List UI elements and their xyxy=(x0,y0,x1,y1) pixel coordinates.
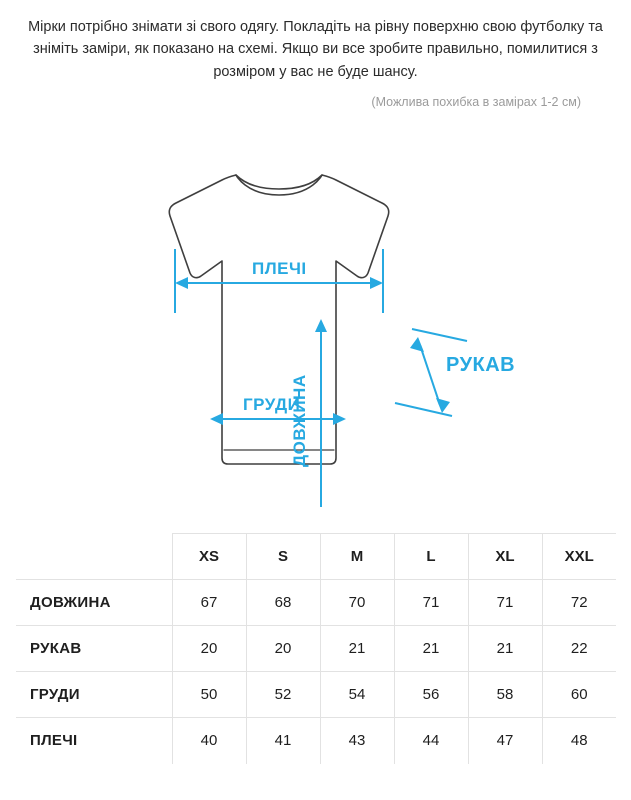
cell-shoulders-xxl: 48 xyxy=(542,718,616,764)
cell-sleeve-l: 21 xyxy=(394,626,468,672)
cell-length-l: 71 xyxy=(394,580,468,626)
size-table-body xyxy=(16,580,616,764)
cell-sleeve-xl: 21 xyxy=(468,626,542,672)
cell-length-xl: 71 xyxy=(468,580,542,626)
table-row xyxy=(16,580,616,626)
table-col-xxl: XXL xyxy=(542,534,616,580)
row-label-chest: ГРУДИ xyxy=(16,672,172,718)
table-header-row xyxy=(16,534,616,580)
table-col-xs: XS xyxy=(172,534,246,580)
row-label-length: ДОВЖИНА xyxy=(16,580,172,626)
cell-length-s: 68 xyxy=(246,580,320,626)
intro-block xyxy=(0,0,631,113)
table-col-xl: XL xyxy=(468,534,542,580)
size-table xyxy=(16,533,616,764)
cell-length-m: 70 xyxy=(320,580,394,626)
cell-chest-s: 52 xyxy=(246,672,320,718)
table-corner-cell xyxy=(16,534,172,580)
cell-shoulders-s: 41 xyxy=(246,718,320,764)
sleeve-label: РУКАВ xyxy=(446,353,516,376)
cell-sleeve-xxl: 22 xyxy=(542,626,616,672)
cell-shoulders-xl: 47 xyxy=(468,718,542,764)
chest-label: ГРУДИ xyxy=(243,394,301,414)
table-row xyxy=(16,626,616,672)
table-col-s: S xyxy=(246,534,320,580)
cell-chest-xs: 50 xyxy=(172,672,246,718)
diagram-svg xyxy=(0,117,631,507)
cell-sleeve-m: 21 xyxy=(320,626,394,672)
cell-shoulders-xs: 40 xyxy=(172,718,246,764)
table-row xyxy=(16,718,616,764)
cell-sleeve-xs: 20 xyxy=(172,626,246,672)
cell-shoulders-m: 43 xyxy=(320,718,394,764)
size-table-wrap xyxy=(16,533,616,764)
cell-chest-l: 56 xyxy=(394,672,468,718)
cell-chest-m: 54 xyxy=(320,672,394,718)
measurement-tolerance-note: (Можлива похибка в замірах 1-2 см) xyxy=(371,95,581,110)
cell-shoulders-l: 44 xyxy=(394,718,468,764)
cell-chest-xl: 58 xyxy=(468,672,542,718)
tshirt-measurement-diagram xyxy=(0,117,631,507)
cell-length-xxl: 72 xyxy=(542,580,616,626)
row-label-sleeve: РУКАВ xyxy=(16,626,172,672)
shoulders-label: ПЛЕЧІ xyxy=(252,258,307,278)
table-col-m: M xyxy=(320,534,394,580)
table-col-l: L xyxy=(394,534,468,580)
intro-paragraph: Мірки потрібно знімати зі свого одягу. Покладіть на рівну поверхню свою футболку та зніміть заміри, як показано на схемі. Якщо ви все зробите правильно, помилитися з розміром у вас не буде шансу. xyxy=(28,19,603,80)
tshirt-outline-icon xyxy=(169,175,389,464)
cell-length-xs: 67 xyxy=(172,580,246,626)
cell-chest-xxl: 60 xyxy=(542,672,616,718)
cell-sleeve-s: 20 xyxy=(246,626,320,672)
row-label-shoulders: ПЛЕЧІ xyxy=(16,718,172,764)
length-label: ДОВЖИНА xyxy=(290,374,309,467)
size-table-head xyxy=(16,534,616,580)
table-row xyxy=(16,672,616,718)
